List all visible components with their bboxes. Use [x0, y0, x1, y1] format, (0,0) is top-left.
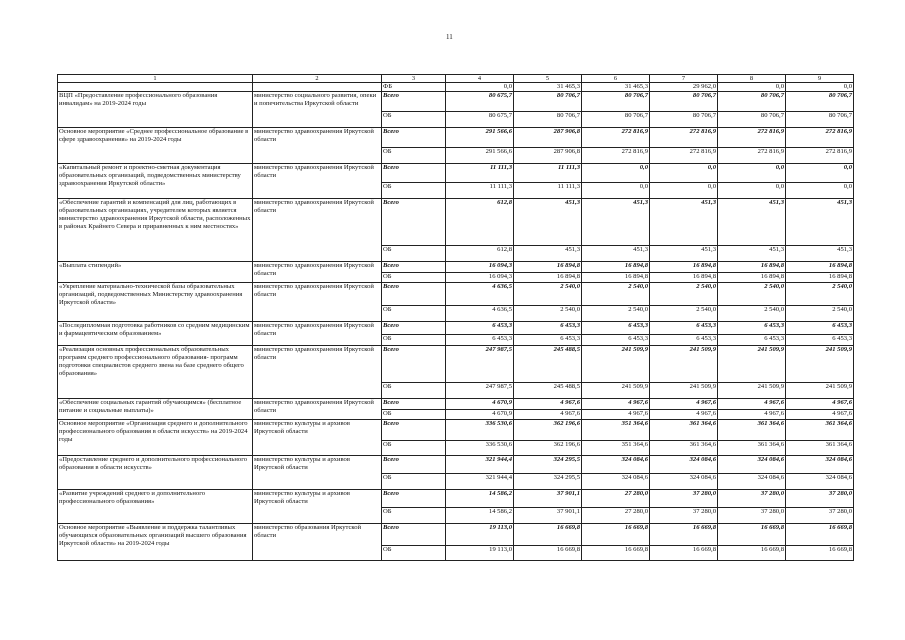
- amount-cell: 16 669,8: [514, 546, 582, 561]
- amount-cell: 612,8: [446, 246, 514, 262]
- amount-cell: 11 111,3: [446, 183, 514, 199]
- amount-cell: 361 364,6: [786, 441, 854, 456]
- amount-cell: 16 094,3: [446, 273, 514, 283]
- responsible-executor: [253, 83, 382, 92]
- amount-cell: 362 196,6: [514, 441, 582, 456]
- amount-cell: 612,8: [446, 199, 514, 246]
- responsible-executor: министерство здравоохранения Иркутской области: [253, 164, 382, 199]
- funding-source: ОБ: [382, 441, 446, 456]
- table-row: [58, 199, 854, 246]
- amount-cell: 241 509,9: [650, 346, 718, 383]
- responsible-executor: министерство здравоохранения Иркутской области: [253, 283, 382, 322]
- amount-cell: 361 364,6: [718, 420, 786, 441]
- funding-source: Всего: [382, 283, 446, 306]
- amount-cell: 324 295,5: [514, 474, 582, 490]
- amount-cell: 451,3: [582, 199, 650, 246]
- amount-cell: 272 816,9: [650, 148, 718, 164]
- header-row: [58, 75, 854, 83]
- funding-source: Всего: [382, 399, 446, 410]
- amount-cell: 80 675,7: [446, 112, 514, 128]
- amount-cell: 321 944,4: [446, 474, 514, 490]
- amount-cell: 29 962,0: [650, 83, 718, 92]
- funding-source: ОБ: [382, 383, 446, 399]
- funding-source: Всего: [382, 322, 446, 335]
- responsible-executor: министерство социального развития, опеки и попечительства Иркутской области: [253, 92, 382, 128]
- amount-cell: 2 540,0: [786, 283, 854, 306]
- responsible-executor: министерство здравоохранения Иркутской области: [253, 199, 382, 262]
- funding-source: ОБ: [382, 546, 446, 561]
- amount-cell: 272 816,9: [786, 148, 854, 164]
- amount-cell: 324 084,6: [650, 456, 718, 474]
- funding-source: Всего: [382, 346, 446, 383]
- table-row: [58, 399, 854, 410]
- amount-cell: 2 540,0: [650, 306, 718, 322]
- amount-cell: 451,3: [582, 246, 650, 262]
- amount-cell: 16 894,8: [650, 262, 718, 273]
- table-row: [58, 92, 854, 112]
- column-number: 9: [786, 75, 854, 83]
- responsible-executor: министерство здравоохранения Иркутской области: [253, 346, 382, 399]
- amount-cell: 336 530,6: [446, 441, 514, 456]
- amount-cell: 287 906,8: [514, 128, 582, 148]
- funding-source: Всего: [382, 490, 446, 508]
- amount-cell: 6 453,3: [650, 322, 718, 335]
- amount-cell: 80 706,7: [786, 92, 854, 112]
- amount-cell: 6 453,3: [650, 335, 718, 346]
- funding-source: ОБ: [382, 246, 446, 262]
- amount-cell: 4 670,9: [446, 410, 514, 420]
- funding-source: Всего: [382, 128, 446, 148]
- funding-source: Всего: [382, 456, 446, 474]
- amount-cell: 14 586,2: [446, 508, 514, 524]
- table-row: [58, 283, 854, 306]
- amount-cell: 272 816,9: [718, 148, 786, 164]
- amount-cell: 351 364,6: [582, 420, 650, 441]
- amount-cell: 4 967,6: [582, 399, 650, 410]
- amount-cell: 4 967,6: [650, 410, 718, 420]
- amount-cell: 241 509,9: [786, 383, 854, 399]
- amount-cell: 16 669,8: [786, 524, 854, 546]
- column-number: 7: [650, 75, 718, 83]
- amount-cell: 6 453,3: [514, 335, 582, 346]
- amount-cell: 241 509,9: [786, 346, 854, 383]
- amount-cell: 80 706,7: [582, 92, 650, 112]
- amount-cell: 272 816,9: [582, 148, 650, 164]
- amount-cell: 16 669,8: [650, 546, 718, 561]
- amount-cell: 11 111,3: [446, 164, 514, 183]
- amount-cell: 4 670,9: [446, 399, 514, 410]
- funding-source: ОБ: [382, 474, 446, 490]
- amount-cell: 11 111,3: [514, 183, 582, 199]
- column-number: 1: [58, 75, 253, 83]
- amount-cell: 324 084,6: [650, 474, 718, 490]
- amount-cell: 4 636,5: [446, 306, 514, 322]
- table-row: [58, 456, 854, 474]
- amount-cell: 19 113,0: [446, 546, 514, 561]
- amount-cell: 80 706,7: [718, 112, 786, 128]
- table-row: [58, 420, 854, 441]
- table-row: [58, 262, 854, 273]
- program-name: «Обеспечение социальных гарантий обучающимся» (бесплатное питание и социальные выплаты)»: [58, 399, 253, 420]
- amount-cell: 80 706,7: [718, 92, 786, 112]
- program-name: «Обеспечение гарантий и компенсаций для лиц, работающих в образовательных организациях, учредителем которых является министерство здравоохранения Иркутской области, расположенных в районах Крайнего Севера и приравненных к ним местностях»: [58, 199, 253, 262]
- funding-source: ОБ: [382, 306, 446, 322]
- amount-cell: 336 530,6: [446, 420, 514, 441]
- amount-cell: 37 280,0: [650, 490, 718, 508]
- budget-table: [57, 74, 854, 561]
- amount-cell: 2 540,0: [514, 283, 582, 306]
- responsible-executor: министерство культуры и архивов Иркутской области: [253, 420, 382, 456]
- amount-cell: 351 364,6: [582, 441, 650, 456]
- table-row: [58, 164, 854, 183]
- amount-cell: 291 566,6: [446, 128, 514, 148]
- amount-cell: 37 280,0: [650, 508, 718, 524]
- table-row: [58, 83, 854, 92]
- amount-cell: 241 509,9: [718, 383, 786, 399]
- amount-cell: 80 675,7: [446, 92, 514, 112]
- program-name: ВЦП «Предоставление профессионального образования инвалидам» на 2019-2024 годы: [58, 92, 253, 128]
- amount-cell: 16 669,8: [582, 546, 650, 561]
- amount-cell: 245 488,5: [514, 346, 582, 383]
- amount-cell: 6 453,3: [786, 335, 854, 346]
- responsible-executor: министерство культуры и архивов Иркутской области: [253, 490, 382, 524]
- funding-source: ФБ: [382, 83, 446, 92]
- column-number: 8: [718, 75, 786, 83]
- funding-source: ОБ: [382, 273, 446, 283]
- amount-cell: 16 894,8: [786, 262, 854, 273]
- amount-cell: 16 669,8: [718, 524, 786, 546]
- amount-cell: 16 669,8: [650, 524, 718, 546]
- table-row: [58, 346, 854, 383]
- amount-cell: 14 586,2: [446, 490, 514, 508]
- amount-cell: 0,0: [786, 164, 854, 183]
- responsible-executor: министерство культуры и архивов Иркутской области: [253, 456, 382, 490]
- amount-cell: 324 084,6: [582, 456, 650, 474]
- amount-cell: 16 669,8: [718, 546, 786, 561]
- amount-cell: 362 196,6: [514, 420, 582, 441]
- amount-cell: 4 636,5: [446, 283, 514, 306]
- funding-source: ОБ: [382, 112, 446, 128]
- amount-cell: 31 465,3: [514, 83, 582, 92]
- amount-cell: 4 967,6: [718, 410, 786, 420]
- amount-cell: 27 280,0: [582, 490, 650, 508]
- amount-cell: 0,0: [582, 183, 650, 199]
- table-row: [58, 322, 854, 335]
- responsible-executor: министерство здравоохранения Иркутской области: [253, 262, 382, 283]
- amount-cell: 6 453,3: [446, 335, 514, 346]
- program-name: Основное мероприятие «Организация среднего и дополнительного профессионального образования в области искусств» на 2019-2024 годы: [58, 420, 253, 456]
- amount-cell: 321 944,4: [446, 456, 514, 474]
- funding-source: Всего: [382, 92, 446, 112]
- amount-cell: 0,0: [718, 183, 786, 199]
- amount-cell: 287 906,8: [514, 148, 582, 164]
- amount-cell: 4 967,6: [514, 399, 582, 410]
- amount-cell: 247 987,5: [446, 346, 514, 383]
- amount-cell: 2 540,0: [718, 283, 786, 306]
- amount-cell: 4 967,6: [582, 410, 650, 420]
- column-number: 3: [382, 75, 446, 83]
- amount-cell: 2 540,0: [718, 306, 786, 322]
- amount-cell: 6 453,3: [786, 322, 854, 335]
- funding-source: Всего: [382, 262, 446, 273]
- amount-cell: 4 967,6: [786, 399, 854, 410]
- amount-cell: 272 816,9: [582, 128, 650, 148]
- amount-cell: 451,3: [514, 199, 582, 246]
- amount-cell: 241 509,9: [582, 383, 650, 399]
- amount-cell: 0,0: [650, 183, 718, 199]
- amount-cell: 37 280,0: [786, 508, 854, 524]
- amount-cell: 272 816,9: [718, 128, 786, 148]
- amount-cell: 324 084,6: [718, 456, 786, 474]
- amount-cell: 272 816,9: [650, 128, 718, 148]
- amount-cell: 6 453,3: [514, 322, 582, 335]
- amount-cell: 37 901,1: [514, 508, 582, 524]
- table-row: [58, 490, 854, 508]
- amount-cell: 324 084,6: [786, 456, 854, 474]
- amount-cell: 324 084,6: [786, 474, 854, 490]
- program-name: [58, 83, 253, 92]
- amount-cell: 6 453,3: [718, 335, 786, 346]
- amount-cell: 16 894,8: [718, 262, 786, 273]
- funding-source: Всего: [382, 420, 446, 441]
- table-row: [58, 128, 854, 148]
- amount-cell: 16 894,8: [514, 273, 582, 283]
- amount-cell: 16 669,8: [786, 546, 854, 561]
- amount-cell: 324 295,5: [514, 456, 582, 474]
- amount-cell: 80 706,7: [650, 112, 718, 128]
- funding-source: ОБ: [382, 335, 446, 346]
- amount-cell: 272 816,9: [786, 128, 854, 148]
- amount-cell: 4 967,6: [718, 399, 786, 410]
- column-number: 4: [446, 75, 514, 83]
- funding-source: ОБ: [382, 508, 446, 524]
- amount-cell: 451,3: [786, 199, 854, 246]
- amount-cell: 291 566,6: [446, 148, 514, 164]
- amount-cell: 361 364,6: [650, 420, 718, 441]
- amount-cell: 16 669,8: [582, 524, 650, 546]
- amount-cell: 361 364,6: [718, 441, 786, 456]
- column-number: 2: [253, 75, 382, 83]
- funding-source: Всего: [382, 199, 446, 246]
- amount-cell: 2 540,0: [582, 306, 650, 322]
- amount-cell: 37 901,1: [514, 490, 582, 508]
- amount-cell: 37 280,0: [718, 490, 786, 508]
- amount-cell: 451,3: [718, 246, 786, 262]
- amount-cell: 0,0: [650, 164, 718, 183]
- amount-cell: 6 453,3: [582, 322, 650, 335]
- amount-cell: 80 706,7: [786, 112, 854, 128]
- amount-cell: 19 113,0: [446, 524, 514, 546]
- amount-cell: 324 084,6: [582, 474, 650, 490]
- program-name: «Реализация основных профессиональных образовательных программ среднего профессионального образования- программ подготовки специалистов среднего звена на базе среднего общего образования»: [58, 346, 253, 399]
- amount-cell: 6 453,3: [446, 322, 514, 335]
- amount-cell: 361 364,6: [786, 420, 854, 441]
- amount-cell: 451,3: [650, 199, 718, 246]
- amount-cell: 0,0: [718, 83, 786, 92]
- amount-cell: 37 280,0: [718, 508, 786, 524]
- amount-cell: 451,3: [718, 199, 786, 246]
- amount-cell: 6 453,3: [582, 335, 650, 346]
- amount-cell: 16 094,3: [446, 262, 514, 273]
- page-number: 11: [446, 33, 453, 41]
- amount-cell: 16 894,8: [650, 273, 718, 283]
- funding-source: Всего: [382, 164, 446, 183]
- amount-cell: 80 706,7: [582, 112, 650, 128]
- program-name: Основное мероприятие «Среднее профессиональное образование в сфере здравоохранения» на 2019-2024 годы: [58, 128, 253, 164]
- amount-cell: 0,0: [718, 164, 786, 183]
- amount-cell: 80 706,7: [650, 92, 718, 112]
- amount-cell: 80 706,7: [514, 92, 582, 112]
- amount-cell: 0,0: [446, 83, 514, 92]
- amount-cell: 241 509,9: [718, 346, 786, 383]
- program-name: «Развитие учреждений среднего и дополнительного профессионального образования»: [58, 490, 253, 524]
- amount-cell: 80 706,7: [514, 112, 582, 128]
- amount-cell: 6 453,3: [718, 322, 786, 335]
- amount-cell: 16 894,8: [718, 273, 786, 283]
- amount-cell: 361 364,6: [650, 441, 718, 456]
- amount-cell: 241 509,9: [582, 346, 650, 383]
- funding-source: ОБ: [382, 410, 446, 420]
- amount-cell: 451,3: [650, 246, 718, 262]
- amount-cell: 241 509,9: [650, 383, 718, 399]
- amount-cell: 16 894,8: [582, 262, 650, 273]
- amount-cell: 4 967,6: [514, 410, 582, 420]
- table-row: [58, 524, 854, 546]
- amount-cell: 37 280,0: [786, 490, 854, 508]
- amount-cell: 2 540,0: [514, 306, 582, 322]
- funding-source: Всего: [382, 524, 446, 546]
- amount-cell: 0,0: [582, 164, 650, 183]
- amount-cell: 324 084,6: [718, 474, 786, 490]
- amount-cell: 31 465,3: [582, 83, 650, 92]
- program-name: «Выплата стипендий»: [58, 262, 253, 283]
- amount-cell: 4 967,6: [786, 410, 854, 420]
- responsible-executor: министерство здравоохранения Иркутской области: [253, 322, 382, 346]
- amount-cell: 2 540,0: [582, 283, 650, 306]
- funding-source: ОБ: [382, 183, 446, 199]
- amount-cell: 245 488,5: [514, 383, 582, 399]
- amount-cell: 16 894,8: [514, 262, 582, 273]
- program-name: «Капитальный ремонт и проектно-сметная документация образовательных организаций, подведомственных министерству здравоохранения Иркутской области»: [58, 164, 253, 199]
- amount-cell: 27 280,0: [582, 508, 650, 524]
- column-number: 6: [582, 75, 650, 83]
- amount-cell: 2 540,0: [786, 306, 854, 322]
- amount-cell: 16 894,8: [786, 273, 854, 283]
- funding-source: ОБ: [382, 148, 446, 164]
- program-name: Основное мероприятие «Выявление и поддержка талантливых обучающихся образовательных организаций высшего образования Иркутской области» на 2019-2024 годы: [58, 524, 253, 561]
- amount-cell: 247 987,5: [446, 383, 514, 399]
- responsible-executor: министерство образования Иркутской области: [253, 524, 382, 561]
- program-name: «Предоставление среднего и дополнительного профессионального образования в области искусств»: [58, 456, 253, 490]
- amount-cell: 16 669,8: [514, 524, 582, 546]
- amount-cell: 11 111,3: [514, 164, 582, 183]
- amount-cell: 4 967,6: [650, 399, 718, 410]
- amount-cell: 16 894,8: [582, 273, 650, 283]
- amount-cell: 451,3: [786, 246, 854, 262]
- program-name: «Последипломная подготовка работников со средним медицинским и фармацевтическим образованием»: [58, 322, 253, 346]
- responsible-executor: министерство здравоохранения Иркутской области: [253, 399, 382, 420]
- column-number: 5: [514, 75, 582, 83]
- amount-cell: 451,3: [514, 246, 582, 262]
- program-name: «Укрепление материально-технической базы образовательных организаций, подведомственных Министерству здравоохранения Иркутской области»: [58, 283, 253, 322]
- amount-cell: 0,0: [786, 183, 854, 199]
- amount-cell: 0,0: [786, 83, 854, 92]
- amount-cell: 2 540,0: [650, 283, 718, 306]
- responsible-executor: министерство здравоохранения Иркутской области: [253, 128, 382, 164]
